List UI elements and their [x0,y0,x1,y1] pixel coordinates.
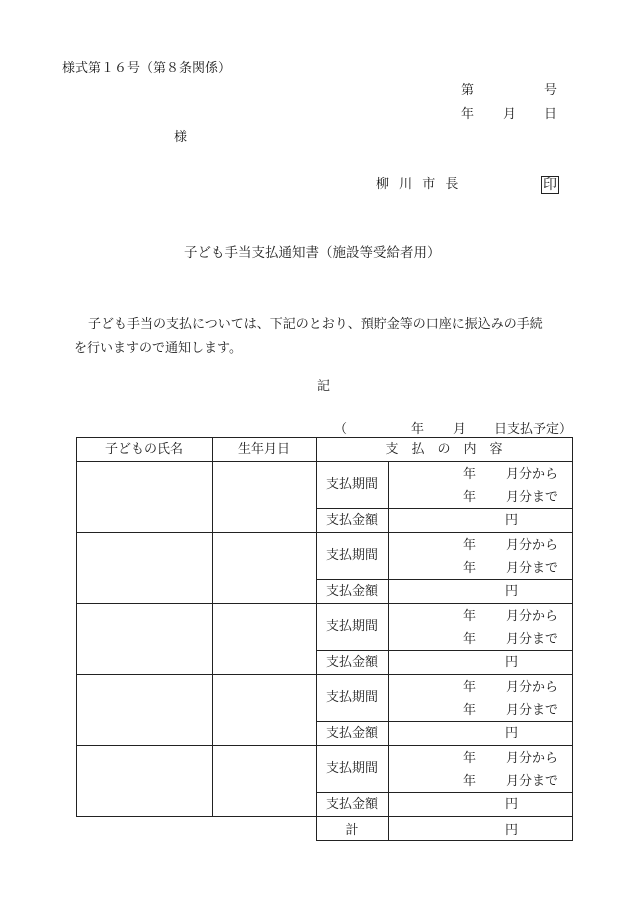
table-rule-v [388,603,389,675]
amount-label: 支払金額 [325,725,378,741]
table-rule-h [76,816,573,817]
header-child-name: 子どもの氏名 [104,441,183,457]
period-to-suffix: 月分まで [506,774,559,789]
period-to-year-label: 年 [463,561,477,576]
document-title: 子ども手当支払通知書（施設等受給者用） [184,245,441,261]
header-birthdate: 生年月日 [237,441,290,457]
period-label: 支払期間 [325,761,378,776]
header-payment-content: 支 払 の 内 容 [385,441,503,457]
period-from-year-label: 年 [463,751,477,766]
period-from-year-label: 年 [463,609,477,624]
table-rule-v [388,461,389,533]
form-number: 様式第１６号（第８条関係） [62,61,232,76]
body-line-1: 子ども手当の支払については、下記のとおり、預貯金等の口座に振込みの手続 [88,317,543,332]
period-to-year-label: 年 [463,490,477,505]
period-from-year-label: 年 [463,538,477,553]
period-label: 支払期間 [325,548,378,563]
period-from-year-label: 年 [463,680,477,695]
amount-unit: 円 [505,797,519,812]
amount-label: 支払金額 [325,512,378,528]
date-month-label: 月 [503,107,517,122]
period-from-suffix: 月分から [506,680,559,695]
amount-label: 支払金額 [325,583,378,599]
period-from-suffix: 月分から [506,609,559,624]
period-label: 支払期間 [325,690,378,705]
issuer-name: 柳 川 市 長 [376,177,462,192]
table-rule-v [388,674,389,746]
document-number-prefix: 第 [461,83,475,98]
amount-unit: 円 [505,726,519,741]
amount-unit: 円 [505,655,519,670]
period-to-suffix: 月分まで [506,632,559,647]
table-rule-v [76,437,77,817]
amount-unit: 円 [505,513,519,528]
document-number-suffix: 号 [544,83,558,98]
period-to-year-label: 年 [463,703,477,718]
amount-label: 支払金額 [325,796,378,812]
period-label: 支払期間 [325,477,378,492]
total-unit: 円 [505,823,519,838]
date-day-label: 日 [544,107,558,122]
period-to-year-label: 年 [463,632,477,647]
amount-label: 支払金額 [325,654,378,670]
table-rule-h [76,437,573,438]
table-rule-h [316,840,573,841]
table-rule-v [388,745,389,817]
total-label: 計 [345,822,359,838]
schedule-open-paren: （ [334,422,348,437]
table-rule-v [572,437,573,841]
table-rule-v [388,532,389,604]
schedule-day-suffix: 日支払予定） [494,422,573,437]
period-to-suffix: 月分まで [506,703,559,718]
schedule-month-label: 月 [453,422,467,437]
table-rule-v [388,816,389,841]
body-line-2: を行いますので通知します。 [74,341,242,356]
recipient-honorific: 様 [174,130,188,145]
period-to-year-label: 年 [463,774,477,789]
table-rule-v [212,437,213,817]
period-from-suffix: 月分から [506,751,559,766]
date-year-label: 年 [461,107,475,122]
schedule-year-label: 年 [411,422,425,437]
period-from-suffix: 月分から [506,467,559,482]
period-from-suffix: 月分から [506,538,559,553]
amount-unit: 円 [505,584,519,599]
ki-heading: 記 [317,379,331,394]
period-to-suffix: 月分まで [506,490,559,505]
period-from-year-label: 年 [463,467,477,482]
period-label: 支払期間 [325,619,378,634]
seal-mark: 印 [543,177,557,193]
period-to-suffix: 月分まで [506,561,559,576]
